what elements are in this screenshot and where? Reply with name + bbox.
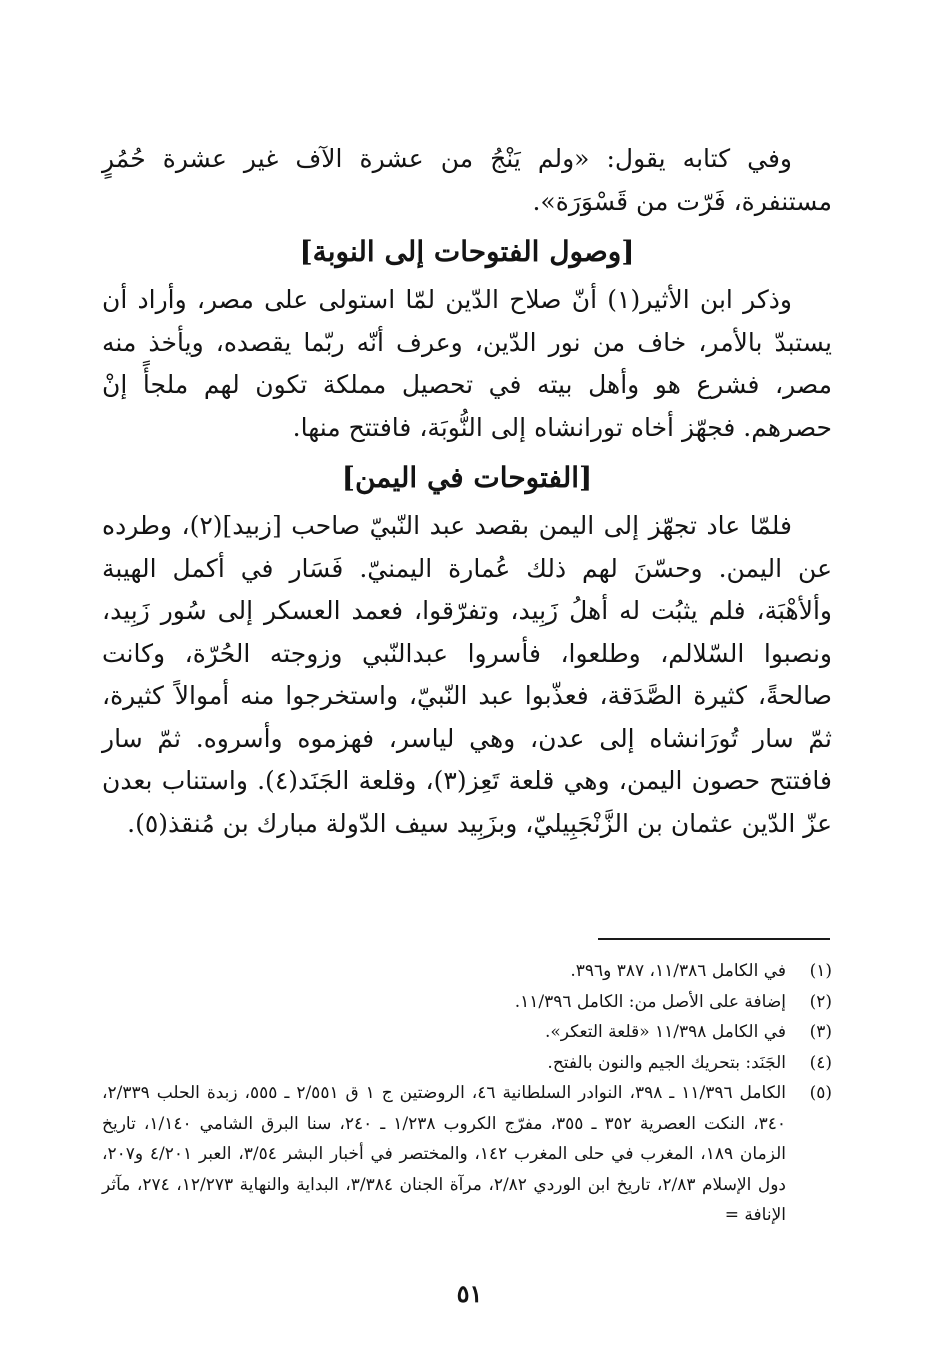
paragraph-nubia: وذكر ابن الأثير(١) أنّ صلاح الدّين لمّا استولى على مصر، وأراد أن يستبدّ بالأمر، خاف من نور الدّين، وعرف أنّه ربّما يقصده، ويأخذ منه مصر، فشرع هو وأهل بيته في تحصيل مملكة تكون لهم ملجأً إنْ حصرهم. فجهّز أخاه تورانشاه إلى النُّوبَة، فافتتح منها.	[102, 285, 832, 442]
section-heading-nubia: [وصول الفتوحات إلى النوبة]	[299, 235, 635, 268]
footnote-number: (١)	[809, 961, 832, 981]
footnote-item	[102, 956, 832, 987]
section-heading-yemen: [الفتوحات في اليمن]	[341, 461, 593, 494]
footnote-number: (٣)	[809, 1022, 832, 1042]
footnote-number: (٢)	[809, 991, 832, 1012]
footnote-text: في الكامل ١١/٣٨٦، ٣٨٧ و٣٩٦.	[570, 961, 786, 981]
paragraph-yemen: فلمّا عاد تجهّز إلى اليمن بقصد عبد النّبيّ صاحب [زبيد](٢)، وطرده عن اليمن. وحسّنَ لهم ذلك عُمارة اليمنيّ. فَسَار في أكمل الهيبة وألأهْبَة، فلم يثبُت له أهلُ زَبِيد، وتفرّقوا، فعمد العسكر إلى سُور زَبِيد، ونصبوا السّلالم، وطلعوا، فأسروا عبدالنّبي وزوجته الحُرّة، وكانت صالحةً، كثيرة الصَّدَقة، فعذّبوا عبد النّبيّ، واستخرجوا منه أموالاً كثيرة، ثمّ سار تُورَانشاه إلى عدن، وهي لياسر، فهزموه وأسروه. ثمّ سار فافتتح حصون اليمن، وهي قلعة تَعِز(٣)، وقلعة الجَنَد(٤). واستناب بعدن عزّ الدّين عثمان بن الزَّنْجَبِيليّ، وبزَبِيد سيف الدّولة مبارك بن مُنقذ(٥).	[102, 511, 832, 838]
footnote-separator	[598, 938, 830, 940]
footnote-item	[102, 1048, 832, 1079]
main-text	[102, 138, 832, 845]
footnote-item	[102, 987, 832, 1018]
footnote-text: الكامل ١١/٣٩٦ ـ ٣٩٨، النوادر السلطانية ٤٦، الروضتين ج ١ ق ٢/٥٥١ ـ ٥٥٥، زبدة الحلب ٢/٣٣٩، ٣٤٠، النكت العصرية ٣٥٢ ـ ٣٥٥، مفرّج الكروب ١/٢٣٨ ـ ٢٤٠، سنا البرق الشامي ١/١٤٠، تاريخ الزمان ١٨٩، المغرب في حلى المغرب ١٤٢، والمختصر في أخبار البشر ٣/٥٤، العبر ٤/٢٠١ و٢٠٧، دول الإسلام ٢/٨٣، تاريخ ابن الوردي ٢/٨٢، مرآة الجنان ٣/٣٨٤، البداية والنهاية ١٢/٢٧٣، ٢٧٤، مآثر الإنافة =	[102, 1083, 787, 1225]
footnote-text: إضافة على الأصل من: الكامل ١١/٣٩٦.	[514, 991, 786, 1012]
footnote-text: في الكامل ١١/٣٩٨ «قلعة التعكر».	[544, 1022, 786, 1042]
paragraph-intro: وفي كتابه يقول: «ولم يَنْجُ من عشرة الآف غير عشرة حُمُرٍ مستنفرة، فَرّت من قَسْوَرَة».	[102, 144, 832, 216]
footnote-item	[102, 1078, 832, 1231]
footnote-item	[102, 1017, 832, 1048]
footnotes	[102, 956, 832, 1231]
footnote-text: الجَنَد: بتحريك الجيم والنون بالفتح.	[547, 1052, 786, 1073]
page-number: ٥١	[456, 1279, 483, 1308]
footnote-number: (٤)	[809, 1052, 832, 1073]
footnote-number: (٥)	[809, 1083, 832, 1103]
